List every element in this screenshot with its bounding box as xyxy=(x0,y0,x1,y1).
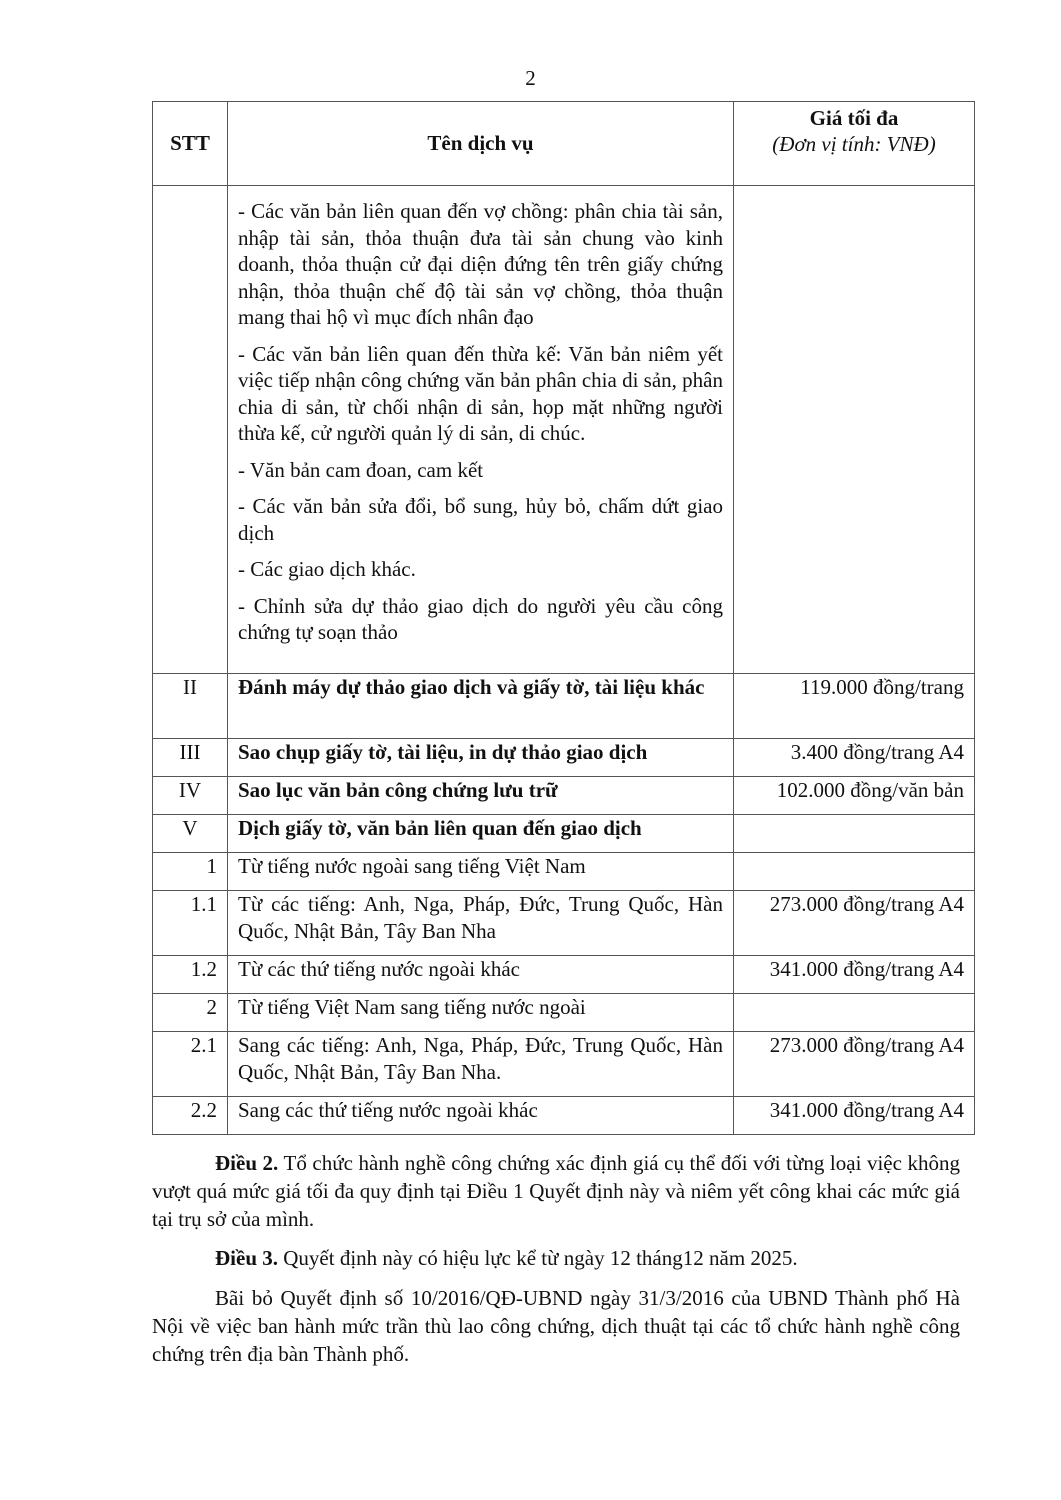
table-row xyxy=(153,777,975,815)
stt-cell: II xyxy=(153,674,228,739)
table-row xyxy=(153,853,975,891)
stt-cell xyxy=(153,186,228,674)
stt-cell: 2.2 xyxy=(153,1097,228,1135)
stt-cell: 2 xyxy=(153,994,228,1032)
page-number: 2 xyxy=(525,66,536,90)
bullet-item: - Các văn bản liên quan đến thừa kế: Văn bản niêm yết việc tiếp nhận công chứng văn bản phân chia di sản, phân chia di sản, từ chối nhận di sản, họp mặt những người thừa kế, cử người quản lý di sản, di chúc. xyxy=(238,341,723,445)
service-name-cell: Từ các thứ tiếng nước ngoài khác xyxy=(228,956,734,994)
stt-cell: 1 xyxy=(153,853,228,891)
price-cell: 3.400 đồng/trang A4 xyxy=(734,739,975,777)
price-cell: 341.000 đồng/trang A4 xyxy=(734,956,975,994)
service-name-cell: Từ tiếng Việt Nam sang tiếng nước ngoài xyxy=(228,994,734,1032)
price-cell xyxy=(734,994,975,1032)
repeal-paragraph xyxy=(152,1284,960,1368)
header-service-name: Tên dịch vụ xyxy=(228,102,734,186)
service-name-cell: Sang các tiếng: Anh, Nga, Pháp, Đức, Trung Quốc, Hàn Quốc, Nhật Bản, Tây Ban Nha. xyxy=(228,1032,734,1097)
service-bullets-cell xyxy=(228,186,734,674)
table-row xyxy=(153,674,975,739)
table-row-continuation xyxy=(153,186,975,674)
article-text: Tổ chức hành nghề công chứng xác định giá cụ thể đối với từng loại việc không vượt quá mức giá tối đa quy định tại Điều 1 Quyết định này và niêm yết công khai các mức giá tại trụ sở của mình. xyxy=(152,1151,961,1231)
service-name-cell: Từ các tiếng: Anh, Nga, Pháp, Đức, Trung Quốc, Hàn Quốc, Nhật Bản, Tây Ban Nha xyxy=(228,891,734,956)
header-max-price xyxy=(734,102,975,186)
bullet-item: - Chỉnh sửa dự thảo giao dịch do người yêu cầu công chứng tự soạn thảo xyxy=(238,593,723,644)
stt-cell: 2.1 xyxy=(153,1032,228,1097)
stt-cell: III xyxy=(153,739,228,777)
service-name-cell: Sang các thứ tiếng nước ngoài khác xyxy=(228,1097,734,1135)
price-cell: 273.000 đồng/trang A4 xyxy=(734,891,975,956)
bullet-item: - Văn bản cam đoan, cam kết xyxy=(238,457,484,482)
price-cell: 273.000 đồng/trang A4 xyxy=(734,1032,975,1097)
price-cell xyxy=(734,815,975,853)
table-row xyxy=(153,891,975,956)
fee-table xyxy=(152,101,975,1135)
header-stt: STT xyxy=(153,102,228,186)
table-body xyxy=(153,674,975,1135)
service-name-cell: Sao chụp giấy tờ, tài liệu, in dự thảo giao dịch xyxy=(228,739,734,777)
bullet-item: - Các văn bản sửa đổi, bổ sung, hủy bỏ, chấm dứt giao dịch xyxy=(238,494,723,545)
article-label: Điều 3. xyxy=(215,1246,278,1270)
table-row xyxy=(153,956,975,994)
stt-cell: V xyxy=(153,815,228,853)
table-row xyxy=(153,1097,975,1135)
bullet-item: - Các văn bản liên quan đến vợ chồng: phân chia tài sản, nhập tài sản, thỏa thuận đưa tài sản chung vào kinh doanh, thỏa thuận cử đại diện đứng tên trên giấy chứng nhận, thỏa thuận chế độ tài sản vợ chồng, thỏa thuận mang thai hộ vì mục đích nhân đạo xyxy=(238,199,723,329)
stt-cell: IV xyxy=(153,777,228,815)
article-3 xyxy=(152,1244,960,1272)
price-cell: 341.000 đồng/trang A4 xyxy=(734,1097,975,1135)
header-price-unit: (Đơn vị tính: VNĐ) xyxy=(772,132,936,156)
table-row xyxy=(153,739,975,777)
article-text: Bãi bỏ Quyết định số 10/2016/QĐ-UBND ngày 31/3/2016 của UBND Thành phố Hà Nội về việc ban hành mức trần thù lao công chứng, dịch thuật tại các tổ chức hành nghề công chứng trên địa bàn Thành phố. xyxy=(152,1286,960,1366)
table-row xyxy=(153,994,975,1032)
table-header-row xyxy=(153,102,975,186)
service-name-cell: Từ tiếng nước ngoài sang tiếng Việt Nam xyxy=(228,853,734,891)
bullet-item: - Các giao dịch khác. xyxy=(238,557,416,581)
price-cell: 119.000 đồng/trang xyxy=(734,674,975,739)
price-cell xyxy=(734,186,975,674)
price-cell: 102.000 đồng/văn bản xyxy=(734,777,975,815)
article-text: Quyết định này có hiệu lực kể từ ngày 12 tháng12 năm 2025. xyxy=(278,1246,798,1270)
article-label: Điều 2. xyxy=(215,1151,279,1175)
table-row xyxy=(153,815,975,853)
table-row xyxy=(153,1032,975,1097)
service-name-cell: Sao lục văn bản công chứng lưu trữ xyxy=(228,777,734,815)
stt-cell: 1.2 xyxy=(153,956,228,994)
price-cell xyxy=(734,853,975,891)
service-name-cell: Dịch giấy tờ, văn bản liên quan đến giao dịch xyxy=(228,815,734,853)
header-price-label: Giá tối đa xyxy=(809,106,899,130)
article-2 xyxy=(152,1149,960,1233)
stt-cell: 1.1 xyxy=(153,891,228,956)
service-name-cell: Đánh máy dự thảo giao dịch và giấy tờ, tài liệu khác xyxy=(228,674,734,739)
